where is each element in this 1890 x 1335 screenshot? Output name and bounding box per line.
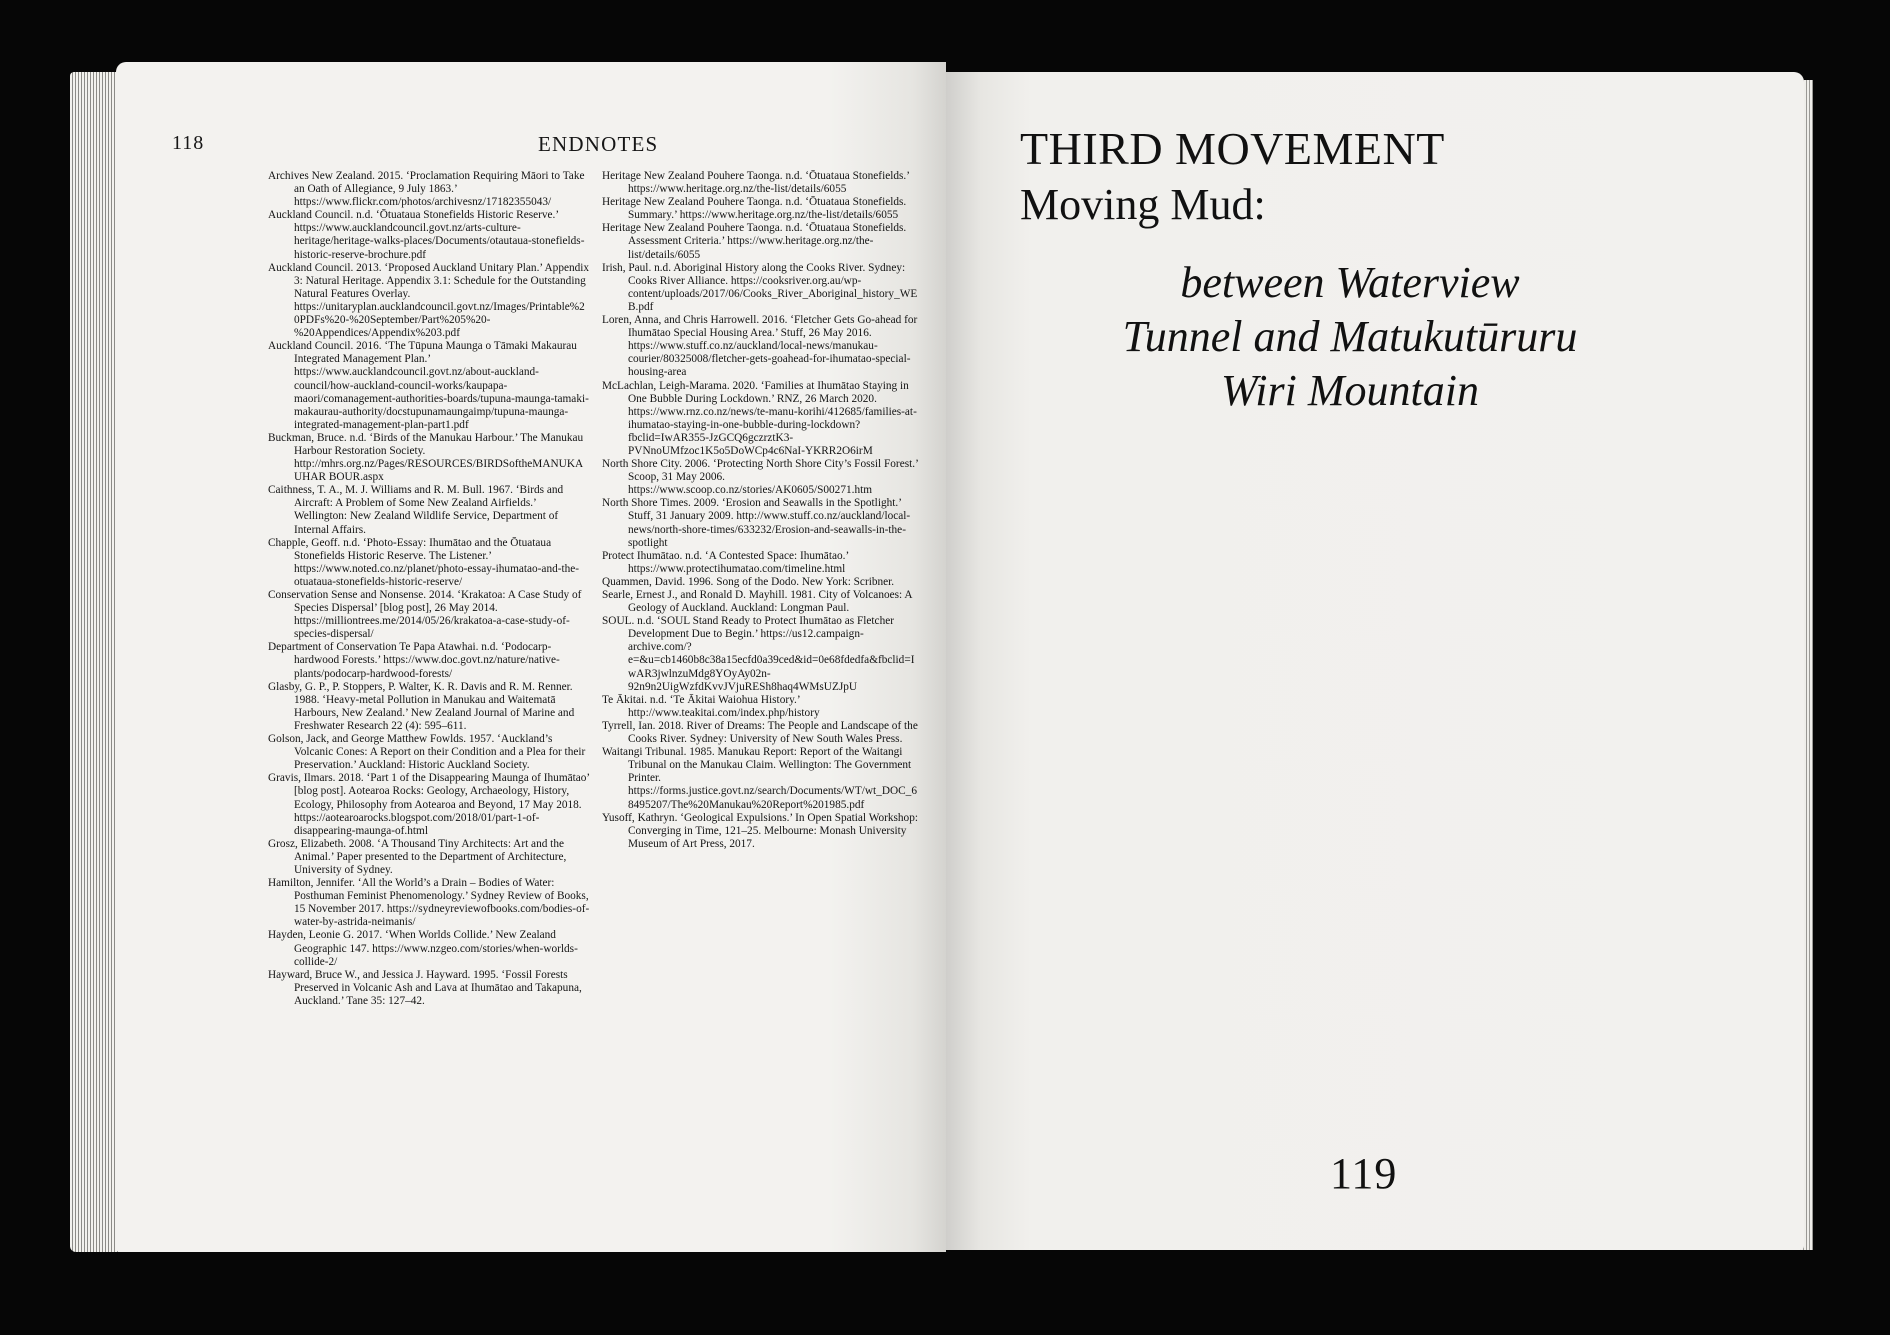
endnote-entry: Loren, Anna, and Chris Harrowell. 2016. ‘Fletcher Gets Go-ahead for Ihumātao Special Housing Area.’ Stuff, 26 May 2016. https://www.stuff.co.nz/auckland/local-news/manukau-courier/80325008/fletcher-gets-goahead-for-ihumatao-special-housing-area [602, 314, 918, 379]
endnote-entry: Archives New Zealand. 2015. ‘Proclamation Requiring Māori to Take an Oath of Allegiance, 9 July 1863.’ https://www.flickr.com/photos/archivesnz/17182355043/ [268, 170, 585, 209]
endnote-entry: Irish, Paul. n.d. Aboriginal History along the Cooks River. Sydney: Cooks River Alliance. https://cooksriver.org.au/wp-content/uploads/2017/06/Cooks_River_Aboriginal_history_WEB.pdf [602, 261, 918, 313]
endnote-entry: Protect Ihumātao. n.d. ‘A Contested Space: Ihumātao.’ https://www.protectihumatao.com/timeline.html [602, 549, 849, 575]
chapter-subtitle [1000, 256, 1700, 418]
endnote-entry: Auckland Council. 2016. ‘The Tūpuna Maunga o Tāmaki Makaurau Integrated Management Plan.’ https://www.aucklandcouncil.govt.nz/about-auckland-council/how-auckland-council-works/kaupapa-maori/comanagement-authorities-boards/tupuna-maunga-tamaki-makaurau-authority/docstupunamaungaimp/tupuna-maunga-integrated-management-plan-part1.pdf [268, 340, 589, 431]
endnotes-column-2 [602, 170, 920, 851]
subtitle-line: between Waterview [1180, 258, 1520, 307]
endnote-entry: Hamilton, Jennifer. ‘All the World’s a Drain – Bodies of Water: Posthuman Feminist Phenomenology.’ Sydney Review of Books, 15 November 2017. https://sydneyreviewofbooks.com/bodies-of-water-by-astrida-neimanis/ [268, 877, 590, 929]
endnote-entry: Searle, Ernest J., and Ronald D. Mayhill. 1981. City of Volcanoes: A Geology of Auckland. Auckland: Longman Paul. [602, 589, 912, 615]
endnote-entry: Chapple, Geoff. n.d. ‘Photo-Essay: Ihumātao and the Ōtuataua Stonefields Historic Reserve. The Listener.’ https://www.noted.co.nz/planet/photo-essay-ihumatao-and-the-otuataua-stonefields-historic-reserve/ [268, 536, 580, 588]
endnote-entry: Heritage New Zealand Pouhere Taonga. n.d. ‘Ōtuataua Stonefields. Summary.’ https://www.heritage.org.nz/the-list/details/6055 [602, 196, 907, 222]
endnote-entry: Hayward, Bruce W., and Jessica J. Hayward. 1995. ‘Fossil Forests Preserved in Volcanic Ash and Lava at Ihumātao and Takapuna, Auckland.’ Tane 35: 127–42. [268, 968, 582, 1007]
endnote-entry: Heritage New Zealand Pouhere Taonga. n.d. ‘Ōtuataua Stonefields. Assessment Criteria.’ https://www.heritage.org.nz/the-list/details/6055 [602, 222, 907, 261]
subtitle-line: Wiri Mountain [1221, 366, 1479, 415]
subtitle-line: Tunnel and Matukutūruru [1122, 312, 1578, 361]
endnote-entry: Golson, Jack, and George Matthew Fowlds. 1957. ‘Auckland’s Volcanic Cones: A Report on their Condition and a Plea for their Preservation.’ Auckland: Historic Auckland Society. [268, 733, 586, 772]
endnote-entry: Grosz, Elizabeth. 2008. ‘A Thousand Tiny Architects: Art and the Animal.’ Paper presented to the Department of Architecture, University of Sydney. [268, 837, 567, 876]
endnote-entry: Hayden, Leonie G. 2017. ‘When Worlds Collide.’ New Zealand Geographic 147. https://www.nzgeo.com/stories/when-worlds-collide-2/ [268, 929, 578, 968]
endnote-entry: North Shore City. 2006. ‘Protecting North Shore City’s Fossil Forest.’ Scoop, 31 May 2006. https://www.scoop.co.nz/stories/AK0605/S00271.htm [602, 458, 918, 497]
endnote-entry: Yusoff, Kathryn. ‘Geological Expulsions.’ In Open Spatial Workshop: Converging in Time, 121–25. Melbourne: Monash University Museum of Art Press, 2017. [602, 811, 918, 850]
endnote-entry: Quammen, David. 1996. Song of the Dodo. New York: Scribner. [602, 575, 895, 588]
endnote-entry: Gravis, Ilmars. 2018. ‘Part 1 of the Disappearing Maunga of Ihumātao’ [blog post]. Aotearoa Rocks: Geology, Archaeology, History, Ecology, Philosophy from Aotearoa and Beyond, 17 May 2018. https://aotearoarocks.blogspot.com/2018/01/part-1-of-disappearing-maunga-of.html [268, 772, 590, 837]
endnote-entry: Heritage New Zealand Pouhere Taonga. n.d. ‘Ōtuataua Stonefields.’ https://www.heritage.org.nz/the-list/details/6055 [602, 170, 910, 196]
endnote-entry: Buckman, Bruce. n.d. ‘Birds of the Manukau Harbour.’ The Manukau Harbour Restoration Society. http://mhrs.org.nz/Pages/RESOURCES/BIRDSoftheMANUKAUHAR BOUR.aspx [268, 431, 584, 484]
running-head: ENDNOTES [538, 132, 659, 156]
left-folio: 118 [172, 132, 205, 154]
right-page [946, 72, 1804, 1250]
movement-heading: THIRD MOVEMENT [1020, 123, 1445, 174]
endnote-entry: Waitangi Tribunal. 1985. Manukau Report: Report of the Waitangi Tribunal on the Manukau Claim. Wellington: The Government Printer. https://forms.justice.govt.nz/search/Documents/WT/wt_DOC_68495207/The%20Manukau%20Report%201985.pdf [602, 746, 917, 811]
endnote-entry: SOUL. n.d. ‘SOUL Stand Ready to Protect Ihumātao as Fletcher Development Due to Begin.’ https://us12.campaign-archive.com/?e=&u=cb1460b8c38a15ecfd0a39ced&id=0e68fdedfa&fbclid=IwAR3jwlnzuMdg8YOyAy02n-92n9n2UigWzfdKvvJVjuRESh8haq4WMsUZJpU [602, 615, 915, 693]
endnote-entry: Glasby, G. P., P. Stoppers, P. Walter, K. R. Davis and R. M. Renner. 1988. ‘Heavy-metal Pollution in Manukau and Waitematā Harbours, New Zealand.’ New Zealand Journal of Marine and Freshwater Research 22 (4): 595–611. [268, 680, 575, 732]
endnote-entry: Department of Conservation Te Papa Atawhai. n.d. ‘Podocarp-hardwood Forests.’ https://www.doc.govt.nz/nature/native-plants/podocarp-hardwood-forests/ [268, 641, 560, 680]
endnote-entry: Te Ākitai. n.d. ‘Te Ākitai Waiohua History.’ http://www.teakitai.com/index.php/history [602, 693, 820, 719]
endnote-entry: North Shore Times. 2009. ‘Erosion and Seawalls in the Spotlight.’ Stuff, 31 January 2009. http://www.stuff.co.nz/auckland/local-news/north-shore-times/633232/Erosion-and-seawalls-in-the-spotlight [602, 497, 911, 549]
right-folio: 119 [1330, 1149, 1398, 1198]
endnote-entry: Tyrrell, Ian. 2018. River of Dreams: The People and Landscape of the Cooks River. Sydney: University of New South Wales Press. [602, 719, 918, 746]
endnotes-column-1 [268, 170, 590, 1008]
endnote-entry: McLachlan, Leigh-Marama. 2020. ‘Families at Ihumātao Staying in One Bubble During Lockdown.’ RNZ, 26 March 2020. https://www.rnz.co.nz/news/te-manu-korihi/412685/families-at-ihumatao-staying-in-one-bubble-during-lockdown?fbclid=IwAR355-JzGCQ6gczrztK3-PVNnoUMfzoc1K5o5DoWCp4c6NaI-YKRR2O6irM [602, 379, 917, 457]
chapter-title: Moving Mud: [1020, 180, 1266, 229]
endnote-entry: Caithness, T. A., M. J. Williams and R. M. Bull. 1967. ‘Birds and Aircraft: A Problem of Some New Zealand Airfields.’ Wellington: New Zealand Wildlife Service, Department of Internal Affairs. [268, 484, 564, 536]
endnote-entry: Auckland Council. 2013. ‘Proposed Auckland Unitary Plan.’ Appendix 3: Natural Heritage. Appendix 3.1: Schedule for the Outstanding Natural Features Overlay. https://unitaryplan.aucklandcouncil.govt.nz/Images/Printable%20PDFs%20-%20September/Part%205%20-%20Appendices/Appendix%203.pdf [268, 261, 590, 340]
endnote-entry: Conservation Sense and Nonsense. 2014. ‘Krakatoa: A Case Study of Species Dispersal’ [blog post], 26 May 2014. https://milliontrees.me/2014/05/26/krakatoa-a-case-study-of-species-dispersal/ [268, 589, 582, 641]
endnote-entry: Auckland Council. n.d. ‘Ōtuataua Stonefields Historic Reserve.’ https://www.aucklandcouncil.govt.nz/arts-culture-heritage/heritage-walks-places/Documents/otautaua-stonefields-historic-reserve-brochure.pdf [268, 209, 585, 261]
